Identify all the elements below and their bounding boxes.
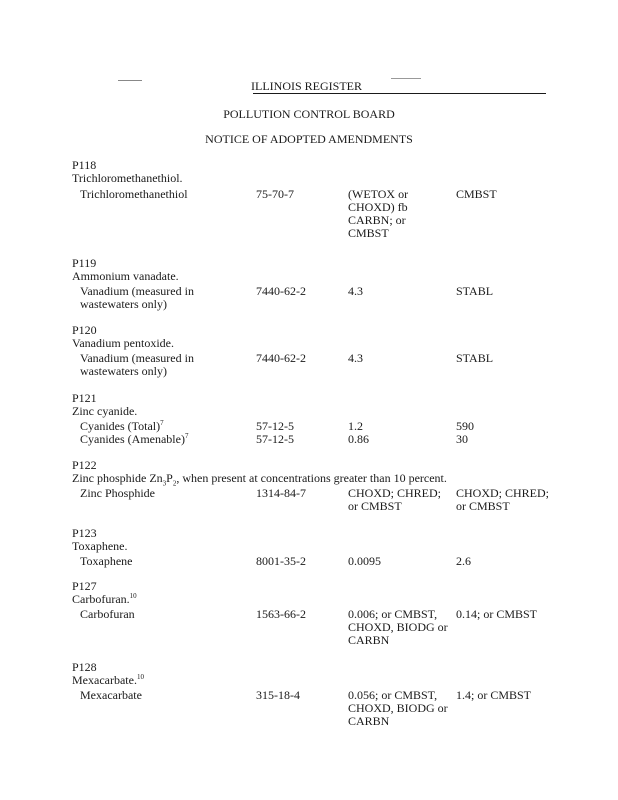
constituent-name: Cyanides (Amenable)$^7$ <box>80 432 189 446</box>
constituent-name: Mexacarbate <box>80 688 142 702</box>
wastewater-standard: 0.86 <box>348 432 369 446</box>
nonwastewater-standard: 1.4; or CMBST <box>456 688 532 702</box>
scan-mark <box>391 78 421 79</box>
board-title: POLLUTION CONTROL BOARD <box>223 107 395 121</box>
nonwastewater-standard: 2.6 <box>456 554 471 568</box>
constituent-name: Vanadium (measured in wastewaters only) <box>80 351 194 378</box>
chemical-name: Carbofuran.$^{10}$ <box>72 592 137 606</box>
nonwastewater-standard: 590 <box>456 419 474 433</box>
cas-number: 1314-84-7 <box>256 486 306 500</box>
nonwastewater-standard: STABL <box>456 284 494 298</box>
chemical-name: Zinc cyanide. <box>72 404 138 418</box>
wastewater-standard: CHOXD; CHRED; or CMBST <box>348 486 442 513</box>
waste-code: P123 <box>72 526 97 540</box>
nonwastewater-standard: STABL <box>456 351 494 365</box>
wastewater-standard: (WETOX or CHOXD) fb CARBN; or CMBST <box>348 187 409 240</box>
nonwastewater-standard: 30 <box>456 432 468 446</box>
register-title: ILLINOIS REGISTER <box>251 79 362 93</box>
waste-code: P128 <box>72 660 97 674</box>
cas-number: 7440-62-2 <box>256 351 306 365</box>
waste-code: P121 <box>72 391 97 405</box>
wastewater-standard: 0.056; or CMBST, CHOXD, BIODG or CARBN <box>348 688 448 728</box>
footnote-ref: 10 <box>129 592 137 600</box>
cas-number: 57-12-5 <box>256 419 294 433</box>
footnote-ref: 7 <box>160 419 164 427</box>
waste-code: P119 <box>72 256 97 270</box>
cas-number: 57-12-5 <box>256 432 294 446</box>
chemical-name: Toxaphene. <box>72 539 128 553</box>
cas-number: 315-18-4 <box>256 688 300 702</box>
wastewater-standard: 0.006; or CMBST, CHOXD, BIODG or CARBN <box>348 607 448 647</box>
wastewater-standard: 4.3 <box>348 284 363 298</box>
constituent-name: Vanadium (measured in wastewaters only) <box>80 284 194 311</box>
chemical-name: Mexacarbate.$^{10}$ <box>72 673 144 687</box>
constituent-name: Carbofuran <box>80 607 135 621</box>
constituent-name: Zinc Phosphide <box>80 486 155 500</box>
constituent-name: Cyanides (Total)$^7$ <box>80 419 164 433</box>
chemical-name: Trichloromethanethiol. <box>72 171 183 185</box>
waste-code: P120 <box>72 323 97 337</box>
chemical-name: Ammonium vanadate. <box>72 269 179 283</box>
waste-code: P118 <box>72 158 97 172</box>
chemical-name: Vanadium pentoxide. <box>72 336 174 350</box>
nonwastewater-standard: 0.14; or CMBST <box>456 607 538 621</box>
cas-number: 7440-62-2 <box>256 284 306 298</box>
notice-title: NOTICE OF ADOPTED AMENDMENTS <box>205 132 413 146</box>
wastewater-standard: 4.3 <box>348 351 363 365</box>
cas-number: 1563-66-2 <box>256 607 306 621</box>
header-rule <box>253 93 546 94</box>
footnote-ref: 10 <box>136 673 144 681</box>
cas-number: 75-70-7 <box>256 187 294 201</box>
constituent-name: Toxaphene <box>80 554 133 568</box>
wastewater-standard: 1.2 <box>348 419 363 433</box>
waste-code: P127 <box>72 579 97 593</box>
chemical-name: Zinc phosphide $Zn_3P_2$, when present at concentrations greater than 10 percent. <box>72 471 447 488</box>
wastewater-standard: 0.0095 <box>348 554 381 568</box>
constituent-name: Trichloromethanethiol <box>80 187 188 201</box>
nonwastewater-standard: CHOXD; CHRED; or CMBST <box>456 486 550 513</box>
cas-number: 8001-35-2 <box>256 554 306 568</box>
footnote-ref: 7 <box>184 432 189 440</box>
nonwastewater-standard: CMBST <box>456 187 497 201</box>
scan-mark <box>118 80 142 81</box>
waste-code: P122 <box>72 458 97 472</box>
